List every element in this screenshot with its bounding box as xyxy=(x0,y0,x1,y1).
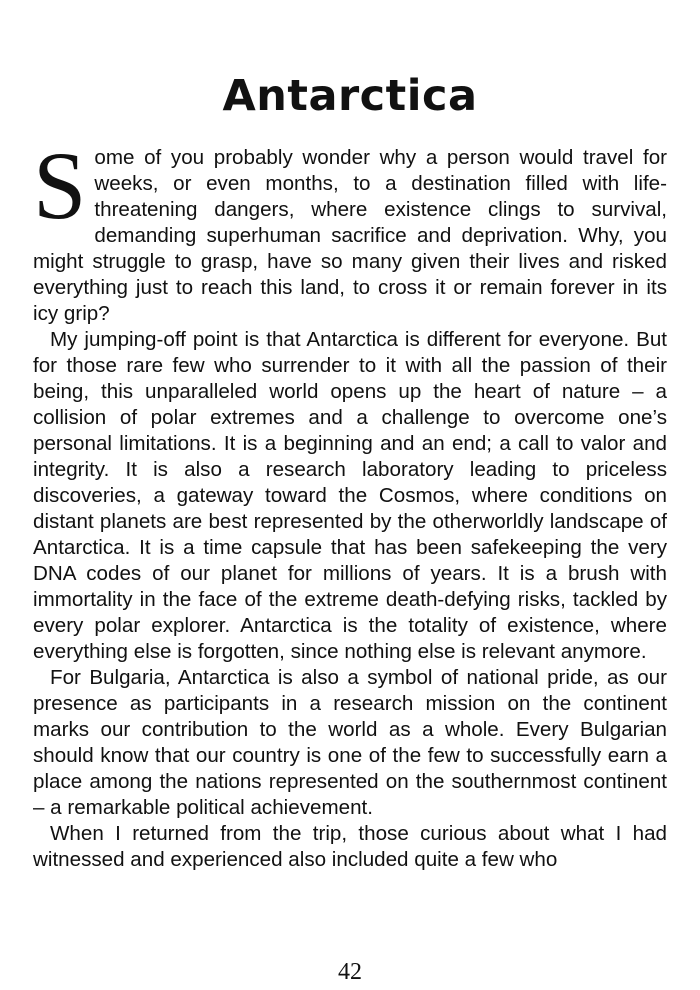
drop-cap: S xyxy=(33,132,87,239)
body-text xyxy=(33,132,667,873)
book-page xyxy=(33,0,667,990)
page-number: 42 xyxy=(338,959,362,985)
paragraph-1 xyxy=(33,132,667,327)
paragraph-4: When I returned from the trip, those curious about what I had witnessed and experienced also included quite a few who xyxy=(33,822,667,871)
paragraph-2: My jumping-off point is that Antarctica is different for everyone. But for those rare few who surrender to it with all the passion of their being, this unparalleled world opens up the heart of nature – a collision of polar extremes and a challenge to overcome one’s personal limitations. It is a beginning and an end; a call to valor and integrity. It is also a research laboratory leading to priceless discoveries, a gateway toward the Cosmos, where conditions on distant planets are best represented by the otherworldly landscape of Antarctica. It is a time capsule that has been safekeeping the very DNA codes of our planet for millions of years. It is a brush with immortality in the face of the extreme death-defying risks, tackled by every polar explorer. Antarctica is the totality of existence, where everything else is forgotten, since nothing else is relevant anymore. xyxy=(33,328,667,663)
paragraph-1-text: ome of you probably wonder why a person would travel for weeks, or even months, to a destination filled with life-threatening dangers, where existence clings to survival, demanding superhuman sacrifice and deprivation. Why, you might struggle to grasp, have so many given their lives and risked everything just to reach this land, to cross it or remain forever in its icy grip? xyxy=(33,146,667,325)
chapter-title: Antarctica xyxy=(222,71,478,121)
paragraph-3: For Bulgaria, Antarctica is also a symbol of national pride, as our presence as participants in a research mission on the continent marks our contribution to the world as a whole. Every Bulgarian should know that our country is one of the few to successfully earn a place among the nations represented on the southernmost continent – a remarkable political achievement. xyxy=(33,666,667,819)
